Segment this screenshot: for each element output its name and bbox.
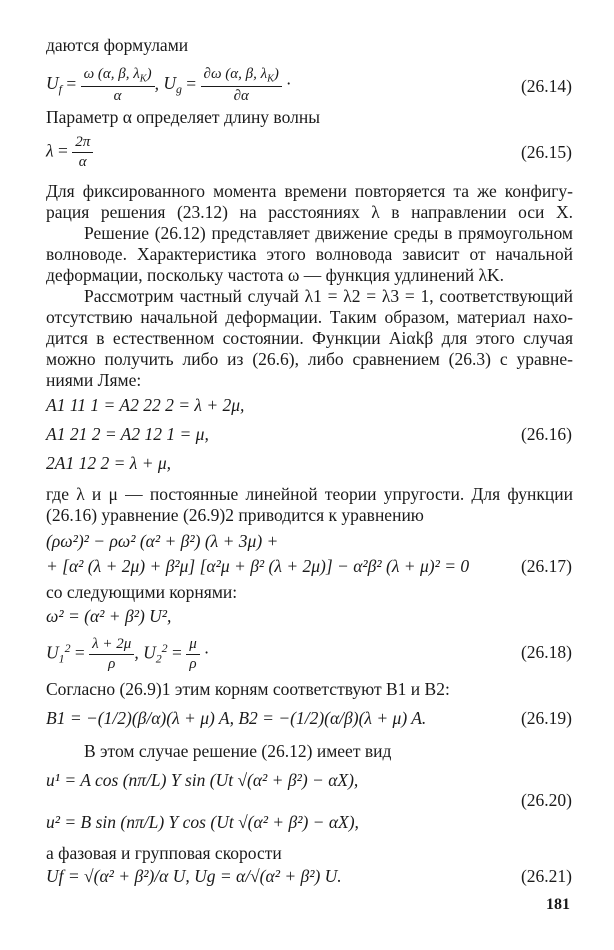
text-line: где λ и μ — постоянные линейной теории упругости. Для функции <box>46 484 573 504</box>
text-line: а фазовая и групповая скорости <box>46 843 282 863</box>
equation-26-14: $U_f$ = $\frac{\omega (\alpha, \beta, \lambda_K)}{\alpha}$ , $U_g$ = $\frac{\partial\omega (\alpha, \beta, \lambda_K)}{\partial\alpha}$ · <box>46 66 291 104</box>
text-line: В этом случае решение (26.12) имеет вид <box>84 741 392 761</box>
equation-number: (26.16) <box>520 424 572 444</box>
text-line: Согласно (26.9)1 этим корням соответствуют B1 и B2: <box>46 679 450 699</box>
equation-26-16-line1: A1 11 1 = A2 22 2 = λ + 2μ, <box>46 395 245 415</box>
equation-26-16-line2: A1 21 2 = A2 12 1 = μ, <box>46 424 209 444</box>
equation-number: (26.21) <box>520 866 572 886</box>
equation-number: (26.18) <box>520 642 572 662</box>
equation-number: (26.19) <box>520 708 572 728</box>
text-line: Параметр α определяет длину волны <box>46 107 320 127</box>
text-line: ниями Ляме: <box>46 370 142 390</box>
equation-26-18-line2: $U_1^2$ = $\frac{\lambda + 2\mu}{\rho}$ , $U_2^2$ = $\frac{\mu}{\rho}$ · <box>46 636 209 672</box>
equation-26-16-line3: 2A1 12 2 = λ + μ, <box>46 453 172 473</box>
page-number: 181 <box>546 896 570 913</box>
equation-26-15: λ = $\frac{2\pi}{\alpha}$ <box>46 134 93 171</box>
equation-26-20-line2: u² = B sin (nπ/L) Y cos (Ut √(α² + β²) − αX), <box>46 812 359 832</box>
text-line: деформации, поскольку частота ω — функция удлинений λK. <box>46 265 505 285</box>
equation-26-18-line1: ω² = (α² + β²) U², <box>46 606 172 626</box>
text-line: волноводе. Характеристика этого волновода зависит от начальной <box>46 244 573 264</box>
equation-26-20-line1: u¹ = A cos (nπ/L) Y sin (Ut √(α² + β²) − αX), <box>46 770 359 790</box>
equation-26-17-line1: (ρω²)² − ρω² (α² + β²) (λ + 3μ) + <box>46 531 279 551</box>
text-line: Решение (26.12) представляет движение среды в прямоугольном <box>84 223 573 243</box>
text-line: (26.16) уравнение (26.9)2 приводится к уравнению <box>46 505 424 525</box>
text-line: отсутствию начальной деформации. Таким образом, материал нахо- <box>46 307 573 327</box>
equation-number: (26.17) <box>520 556 572 576</box>
text-line: Рассмотрим частный случай λ1 = λ2 = λ3 = 1, соответствующий <box>84 286 573 306</box>
equation-number: (26.15) <box>520 142 572 162</box>
text-line: даются формулами <box>46 35 189 55</box>
text-line: Для фиксированного момента времени повторяется та же конфигу- <box>46 181 573 201</box>
text-line: рация решения (23.12) на расстояниях λ в направлении оси X. <box>46 202 573 222</box>
equation-26-19: B1 = −(1/2)(β/α)(λ + μ) A, B2 = −(1/2)(α/β)(λ + μ) A. <box>46 708 427 728</box>
text-line: можно получить либо из (26.6), либо сравнением (26.3) с уравне- <box>46 349 573 369</box>
equation-26-21: Uf = √(α² + β²)/α U, Ug = α/√(α² + β²) U. <box>46 866 342 886</box>
equation-number: (26.14) <box>520 76 572 96</box>
equation-26-17-line2: + [α² (λ + 2μ) + β²μ] [α²μ + β² (λ + 2μ)] − α²β² (λ + μ)² = 0 <box>46 556 470 576</box>
text-line: дится в естественном состоянии. Функции Aiαkβ для этого случая <box>46 328 573 348</box>
text-line: со следующими корнями: <box>46 582 238 602</box>
equation-number: (26.20) <box>520 790 572 810</box>
